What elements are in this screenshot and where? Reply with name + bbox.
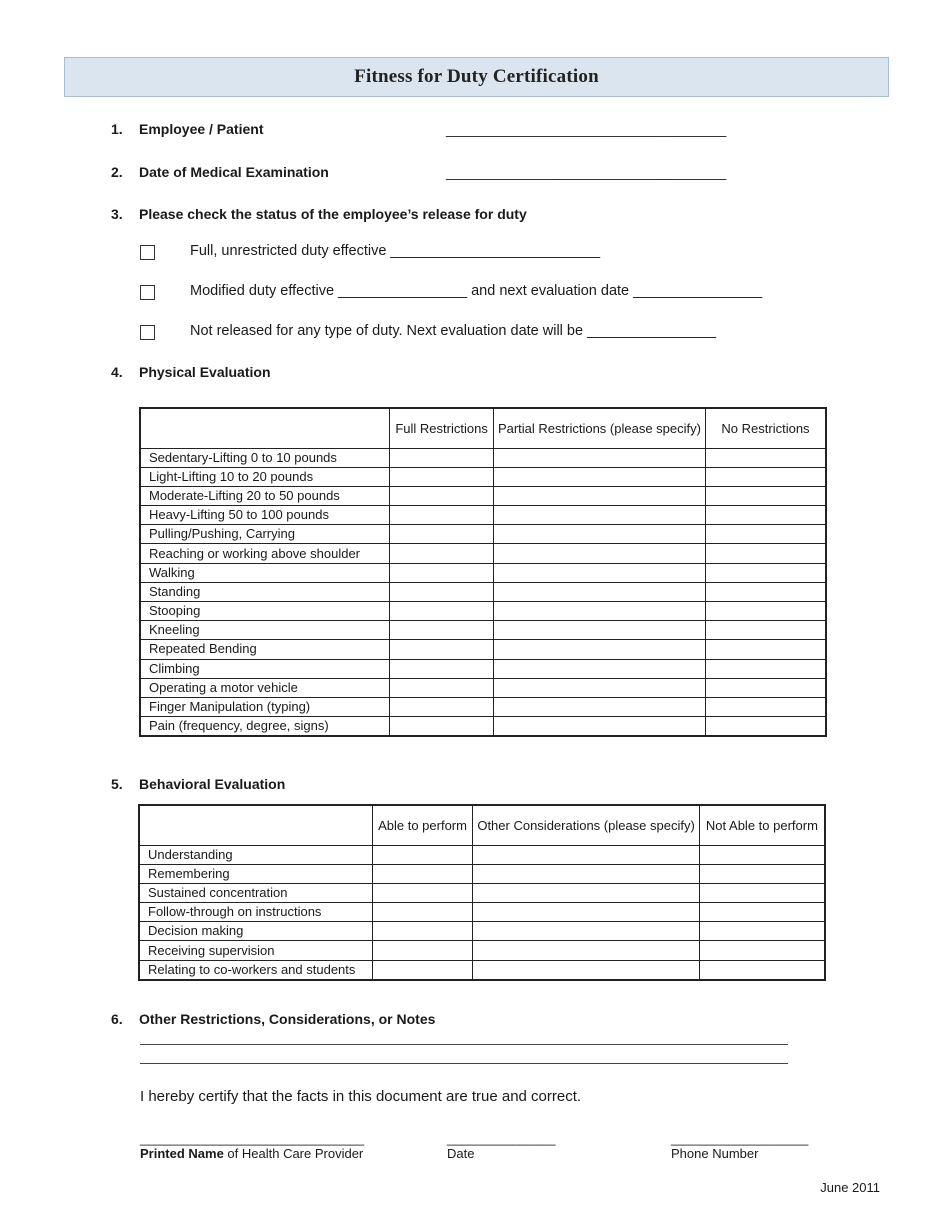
page-title: Fitness for Duty Certification	[354, 66, 599, 87]
question-number: 2.	[111, 164, 123, 180]
not-able-cell[interactable]	[699, 903, 825, 922]
row-label: Climbing	[140, 659, 390, 678]
question-number: 6.	[111, 1011, 123, 1027]
full-cell[interactable]	[390, 467, 494, 486]
none-cell[interactable]	[705, 506, 826, 525]
partial-cell[interactable]	[493, 602, 705, 621]
able-cell[interactable]	[372, 960, 473, 980]
able-cell[interactable]	[372, 941, 473, 960]
table-row	[139, 883, 825, 902]
question-label: Please check the status of the employee’s release for duty	[139, 206, 527, 222]
row-label: Understanding	[139, 845, 372, 864]
table-row	[140, 544, 826, 563]
header-other-considerations: Other Considerations (please specify)	[473, 805, 700, 845]
full-cell[interactable]	[390, 602, 494, 621]
row-label: Sedentary-Lifting 0 to 10 pounds	[140, 448, 390, 467]
partial-cell[interactable]	[493, 678, 705, 697]
printed-name-label	[140, 1146, 363, 1161]
question-label: Other Restrictions, Considerations, or Notes	[139, 1011, 436, 1027]
row-label: Walking	[140, 563, 390, 582]
partial-cell[interactable]	[493, 563, 705, 582]
none-cell[interactable]	[705, 621, 826, 640]
table-row	[140, 602, 826, 621]
table-row	[140, 563, 826, 582]
partial-cell[interactable]	[493, 621, 705, 640]
none-cell[interactable]	[705, 640, 826, 659]
not-able-cell[interactable]	[699, 883, 825, 902]
table-row	[139, 941, 825, 960]
printed-name-line[interactable]: _______________________________	[140, 1131, 365, 1146]
exam-date-blank[interactable]: ____________________________________	[446, 164, 727, 180]
none-cell[interactable]	[705, 717, 826, 737]
question-number: 5.	[111, 776, 123, 792]
none-cell[interactable]	[705, 544, 826, 563]
full-cell[interactable]	[390, 582, 494, 601]
full-cell[interactable]	[390, 659, 494, 678]
full-cell[interactable]	[390, 563, 494, 582]
partial-cell[interactable]	[493, 448, 705, 467]
partial-cell[interactable]	[493, 506, 705, 525]
none-cell[interactable]	[705, 582, 826, 601]
header-able: Able to perform	[372, 805, 473, 845]
option-label: Not released for any type of duty. Next evaluation date will be ________________	[190, 323, 717, 339]
not-able-cell[interactable]	[699, 941, 825, 960]
other-cell[interactable]	[473, 960, 700, 980]
row-label: Remembering	[139, 864, 372, 883]
other-cell[interactable]	[473, 941, 700, 960]
table-row	[140, 640, 826, 659]
row-label: Kneeling	[140, 621, 390, 640]
table-row	[140, 717, 826, 737]
not-released-checkbox[interactable]	[140, 325, 155, 340]
none-cell[interactable]	[705, 678, 826, 697]
not-able-cell[interactable]	[699, 960, 825, 980]
row-label: Heavy-Lifting 50 to 100 pounds	[140, 506, 390, 525]
full-cell[interactable]	[390, 640, 494, 659]
none-cell[interactable]	[705, 525, 826, 544]
question-label: Behavioral Evaluation	[139, 776, 286, 792]
header-not-able: Not Able to perform	[699, 805, 825, 845]
date-line[interactable]: _______________	[447, 1131, 556, 1146]
date-label: Date	[447, 1146, 475, 1161]
row-label: Operating a motor vehicle	[140, 678, 390, 697]
question-label: Employee / Patient	[139, 121, 264, 137]
not-able-cell[interactable]	[699, 922, 825, 941]
row-label: Reaching or working above shoulder	[140, 544, 390, 563]
table-row	[140, 467, 826, 486]
row-label: Sustained concentration	[139, 883, 372, 902]
full-cell[interactable]	[390, 525, 494, 544]
phone-line[interactable]: ___________________	[671, 1131, 809, 1146]
full-cell[interactable]	[390, 678, 494, 697]
none-cell[interactable]	[705, 448, 826, 467]
table-row	[140, 506, 826, 525]
none-cell[interactable]	[705, 467, 826, 486]
header-blank	[140, 408, 390, 448]
other-cell[interactable]	[473, 883, 700, 902]
table-row	[139, 960, 825, 980]
question-label: Physical Evaluation	[139, 364, 271, 380]
row-label: Standing	[140, 582, 390, 601]
row-label: Stooping	[140, 602, 390, 621]
row-label: Finger Manipulation (typing)	[140, 697, 390, 716]
certification-statement: I hereby certify that the facts in this document are true and correct.	[140, 1088, 582, 1105]
notes-line-2[interactable]	[140, 1063, 788, 1064]
question-number: 1.	[111, 121, 123, 137]
none-cell[interactable]	[705, 486, 826, 505]
employee-blank[interactable]: ____________________________________	[446, 121, 727, 137]
revision-date: June 2011	[820, 1180, 880, 1195]
option-label: Full, unrestricted duty effective __________________________	[190, 243, 601, 259]
partial-cell[interactable]	[493, 697, 705, 716]
partial-cell[interactable]	[493, 486, 705, 505]
able-cell[interactable]	[372, 903, 473, 922]
full-cell[interactable]	[390, 506, 494, 525]
header-blank	[139, 805, 372, 845]
full-cell[interactable]	[390, 486, 494, 505]
other-cell[interactable]	[473, 845, 700, 864]
row-label: Receiving supervision	[139, 941, 372, 960]
notes-line-1[interactable]	[140, 1044, 788, 1045]
title-banner	[64, 57, 889, 97]
partial-cell[interactable]	[493, 467, 705, 486]
table-row	[140, 697, 826, 716]
none-cell[interactable]	[705, 563, 826, 582]
phone-label: Phone Number	[671, 1146, 759, 1161]
option-label: Modified duty effective ________________ and next evaluation date ________________	[190, 283, 763, 299]
partial-cell[interactable]	[493, 525, 705, 544]
table-row	[139, 922, 825, 941]
table-row	[139, 845, 825, 864]
question-label: Date of Medical Examination	[139, 164, 329, 180]
table-row	[140, 678, 826, 697]
modified-duty-checkbox[interactable]	[140, 285, 155, 300]
row-label: Moderate-Lifting 20 to 50 pounds	[140, 486, 390, 505]
full-cell[interactable]	[390, 697, 494, 716]
able-cell[interactable]	[372, 922, 473, 941]
none-cell[interactable]	[705, 697, 826, 716]
table-row	[140, 659, 826, 678]
not-able-cell[interactable]	[699, 864, 825, 883]
partial-cell[interactable]	[493, 544, 705, 563]
full-cell[interactable]	[390, 621, 494, 640]
full-cell[interactable]	[390, 717, 494, 737]
row-label: Pulling/Pushing, Carrying	[140, 525, 390, 544]
physical-evaluation-table	[139, 407, 827, 737]
full-cell[interactable]	[390, 544, 494, 563]
able-cell[interactable]	[372, 845, 473, 864]
printed-name-bold: Printed Name	[140, 1146, 224, 1161]
table-row	[139, 864, 825, 883]
row-label: Light-Lifting 10 to 20 pounds	[140, 467, 390, 486]
partial-cell[interactable]	[493, 640, 705, 659]
table-row	[139, 903, 825, 922]
partial-cell[interactable]	[493, 582, 705, 601]
able-cell[interactable]	[372, 883, 473, 902]
able-cell[interactable]	[372, 864, 473, 883]
printed-name-rest: of Health Care Provider	[223, 1146, 364, 1161]
table-row	[140, 621, 826, 640]
row-label: Repeated Bending	[140, 640, 390, 659]
row-label: Decision making	[139, 922, 372, 941]
table-row	[140, 582, 826, 601]
row-label: Relating to co-workers and students	[139, 960, 372, 980]
table-row	[140, 525, 826, 544]
full-cell[interactable]	[390, 448, 494, 467]
partial-cell[interactable]	[493, 717, 705, 737]
other-cell[interactable]	[473, 922, 700, 941]
header-full-restrictions: Full Restrictions	[390, 408, 494, 448]
other-cell[interactable]	[473, 864, 700, 883]
question-number: 4.	[111, 364, 123, 380]
row-label: Follow-through on instructions	[139, 903, 372, 922]
behavioral-evaluation-table	[138, 804, 826, 981]
full-duty-checkbox[interactable]	[140, 245, 155, 260]
partial-cell[interactable]	[493, 659, 705, 678]
header-partial-restrictions: Partial Restrictions (please specify)	[493, 408, 705, 448]
table-row	[140, 486, 826, 505]
table-row	[140, 448, 826, 467]
row-label: Pain (frequency, degree, signs)	[140, 717, 390, 737]
not-able-cell[interactable]	[699, 845, 825, 864]
none-cell[interactable]	[705, 659, 826, 678]
other-cell[interactable]	[473, 903, 700, 922]
none-cell[interactable]	[705, 602, 826, 621]
header-no-restrictions: No Restrictions	[705, 408, 826, 448]
question-number: 3.	[111, 206, 123, 222]
